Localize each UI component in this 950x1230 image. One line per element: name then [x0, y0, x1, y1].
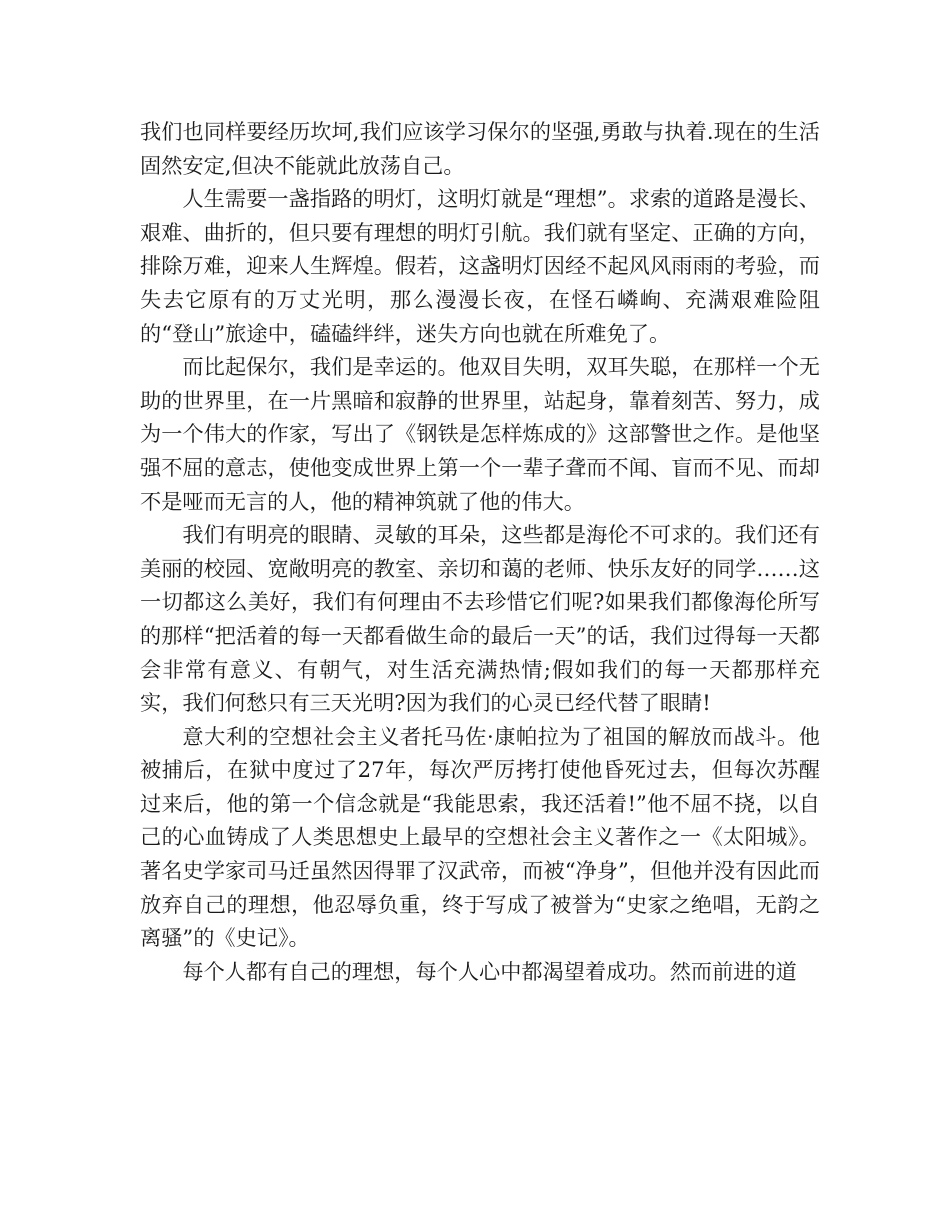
document-page: [140, 115, 820, 988]
paragraph-3: 而比起保尔，我们是幸运的。他双目失明，双耳失聪，在那样一个无助的世界里，在一片黑暗和寂静的世界里，站起身，靠着刻苦、努力，成为一个伟大的作家，写出了《钢铁是怎样炼成的》这部警世之作。是他坚强不屈的意志，使他变成世界上第一个一辈子聋而不闻、盲而不见、而却不是哑而无言的人，他的精神筑就了他的伟大。: [140, 354, 820, 514]
paragraph-5: 意大利的空想社会主义者托马佐·康帕拉为了祖国的解放而战斗。他被捕后，在狱中度过了27年，每次严厉拷打使他昏死过去，但每次苏醒过来后，他的第一个信念就是“我能思索，我还活着!”他不屈不挠，以自己的心血铸成了人类思想史上最早的空想社会主义著作之一《太阳城》。著名史学家司马迁虽然因得罪了汉武帝，而被“净身”，但他并没有因此而放弃自己的理想，他忍辱负重，终于写成了被誉为“史家之绝唱，无韵之离骚”的《史记》。: [140, 723, 820, 951]
paragraph-1: 我们也同样要经历坎坷,我们应该学习保尔的坚强,勇敢与执着.现在的生活固然安定,但决不能就此放荡自己。: [140, 119, 820, 178]
paragraph-2: 人生需要一盏指路的明灯，这明灯就是“理想”。求索的道路是漫长、艰难、曲折的，但只要有理想的明灯引航。我们就有坚定、正确的方向，排除万难，迎来人生辉煌。假若，这盏明灯因经不起风风雨雨的考验，而失去它原有的万丈光明，那么漫漫长夜，在怪石嶙峋、充满艰难险阻的“登山”旅途中，磕磕绊绊，迷失方向也就在所难免了。: [140, 186, 820, 346]
paragraph-4: 我们有明亮的眼睛、灵敏的耳朵，这些都是海伦不可求的。我们还有美丽的校园、宽敞明亮的教室、亲切和蔼的老师、快乐友好的同学……这一切都这么美好，我们有何理由不去珍惜它们呢?如果我们都像海伦所写的那样“把活着的每一天都看做生命的最后一天”的话，我们过得每一天都会非常有意义、有朝气，对生活充满热情;假如我们的每一天都那样充实，我们何愁只有三天光明?因为我们的心灵已经代替了眼睛!: [140, 522, 820, 716]
paragraph-6: 每个人都有自己的理想，每个人心中都渴望着成功。然而前进的道: [182, 958, 797, 984]
